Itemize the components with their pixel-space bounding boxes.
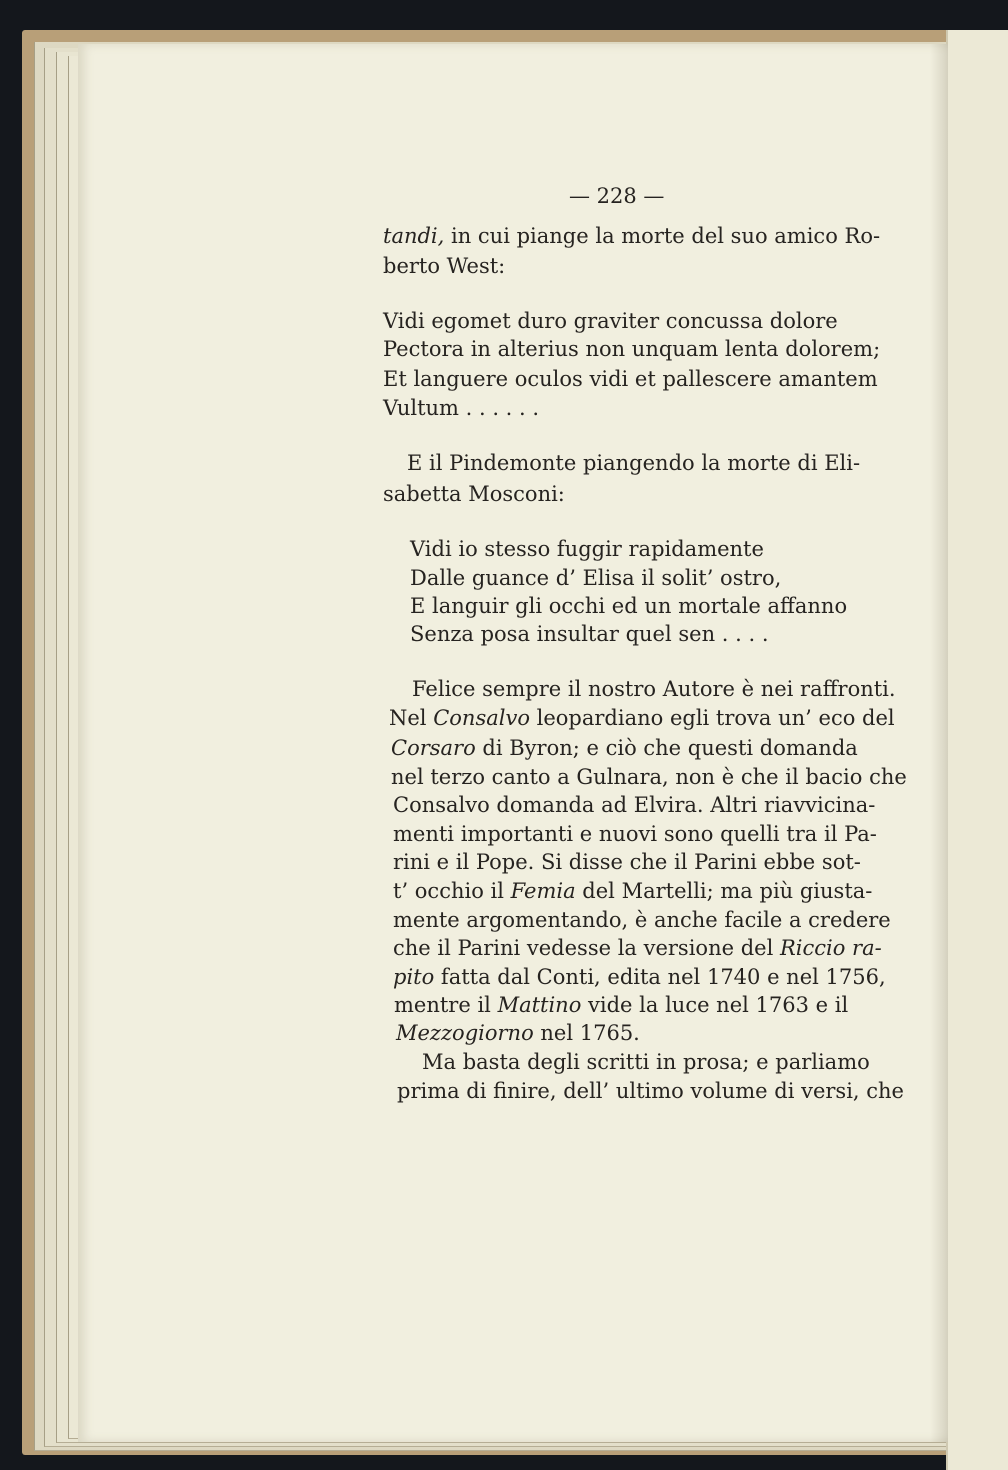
facing-page-edge (946, 30, 1008, 1470)
text-segment: prima di finire, dell’ ultimo volume di versi, che (397, 1079, 904, 1103)
text-line (383, 224, 880, 248)
verse-line (383, 337, 880, 361)
text-segment: mentre il (394, 993, 498, 1017)
text-line (391, 765, 907, 789)
text-segment: menti importanti e nuovi sono quelli tra il Pa- (393, 822, 877, 846)
text-line (396, 1021, 640, 1045)
gutter-shadow (930, 44, 948, 1442)
text-segment: Vidi io stesso fuggir rapidamente (410, 537, 764, 561)
text-line (393, 793, 875, 817)
italic-text: Mezzogiorno (396, 1021, 534, 1045)
text-line (393, 936, 882, 960)
text-segment: mente argomentando, è anche facile a credere (393, 908, 891, 932)
text-line (407, 451, 860, 475)
text-line (412, 677, 896, 701)
text-segment: Vultum . . . . . . (383, 396, 540, 420)
page-number: — 228 — (569, 184, 665, 208)
text-line (393, 965, 886, 989)
text-segment: in cui piange la morte del suo amico Ro- (444, 224, 881, 248)
verse-line (383, 367, 878, 391)
text-segment: E il Pindemonte piangendo la morte di Eli- (407, 451, 861, 475)
text-segment: nel 1765. (533, 1021, 640, 1045)
text-line (393, 908, 891, 932)
verse-line (410, 622, 769, 646)
verse-line (410, 566, 781, 590)
text-segment: Dalle guance d’ Elisa il solit’ ostro, (410, 566, 782, 590)
text-segment: del Martelli; ma più giusta- (575, 879, 873, 903)
text-segment: fatta dal Conti, edita nel 1740 e nel 1756, (434, 965, 886, 989)
text-segment: t’ occhio il (393, 879, 511, 903)
text-segment: Felice sempre il nostro Autore è nei raffronti. (412, 677, 896, 701)
text-line (393, 822, 877, 846)
italic-text: pito (393, 965, 435, 989)
text-segment: E languir gli occhi ed un mortale affanno (410, 594, 848, 618)
text-line (389, 706, 895, 730)
text-segment: Ma basta degli scritti in prosa; e parliamo (422, 1050, 870, 1074)
text-segment: di Byron; e ciò che questi domanda (475, 736, 858, 760)
verse-line (383, 309, 838, 333)
italic-text: Corsaro (391, 736, 476, 760)
text-line (383, 254, 505, 278)
text-line (393, 879, 872, 903)
text-line (393, 850, 861, 874)
italic-text: Femia (510, 879, 576, 903)
italic-text: Consalvo (433, 706, 530, 730)
italic-text: Mattino (497, 993, 582, 1017)
text-line (391, 736, 858, 760)
text-segment: nel terzo canto a Gulnara, non è che il bacio che (391, 765, 907, 789)
text-segment: Consalvo domanda ad Elvira. Altri riavvicina- (393, 793, 876, 817)
text-line (422, 1050, 870, 1074)
verse-line (383, 396, 539, 420)
text-line (397, 1079, 904, 1103)
italic-text: tandi, (383, 224, 445, 248)
text-segment: Nel (389, 706, 434, 730)
text-segment: berto West: (383, 254, 506, 278)
text-segment: sabetta Mosconi: (383, 482, 565, 506)
text-segment: Et languere oculos vidi et pallescere amantem (383, 367, 878, 391)
italic-text: Riccio ra- (779, 936, 882, 960)
verse-line (410, 537, 764, 561)
text-segment: vide la luce nel 1763 e il (581, 993, 849, 1017)
text-segment: che il Parini vedesse la versione del (393, 936, 780, 960)
text-line (383, 482, 565, 506)
text-line (394, 993, 848, 1017)
verse-line (410, 594, 847, 618)
text-segment: rini e il Pope. Si disse che il Parini ebbe sot- (393, 850, 861, 874)
text-segment: Senza posa insultar quel sen . . . . (410, 622, 769, 646)
text-segment: Vidi egomet duro graviter concussa dolore (383, 309, 838, 333)
text-segment: leopardiano egli trova un’ eco del (529, 706, 895, 730)
text-segment: Pectora in alterius non unquam lenta dolorem; (383, 337, 881, 361)
